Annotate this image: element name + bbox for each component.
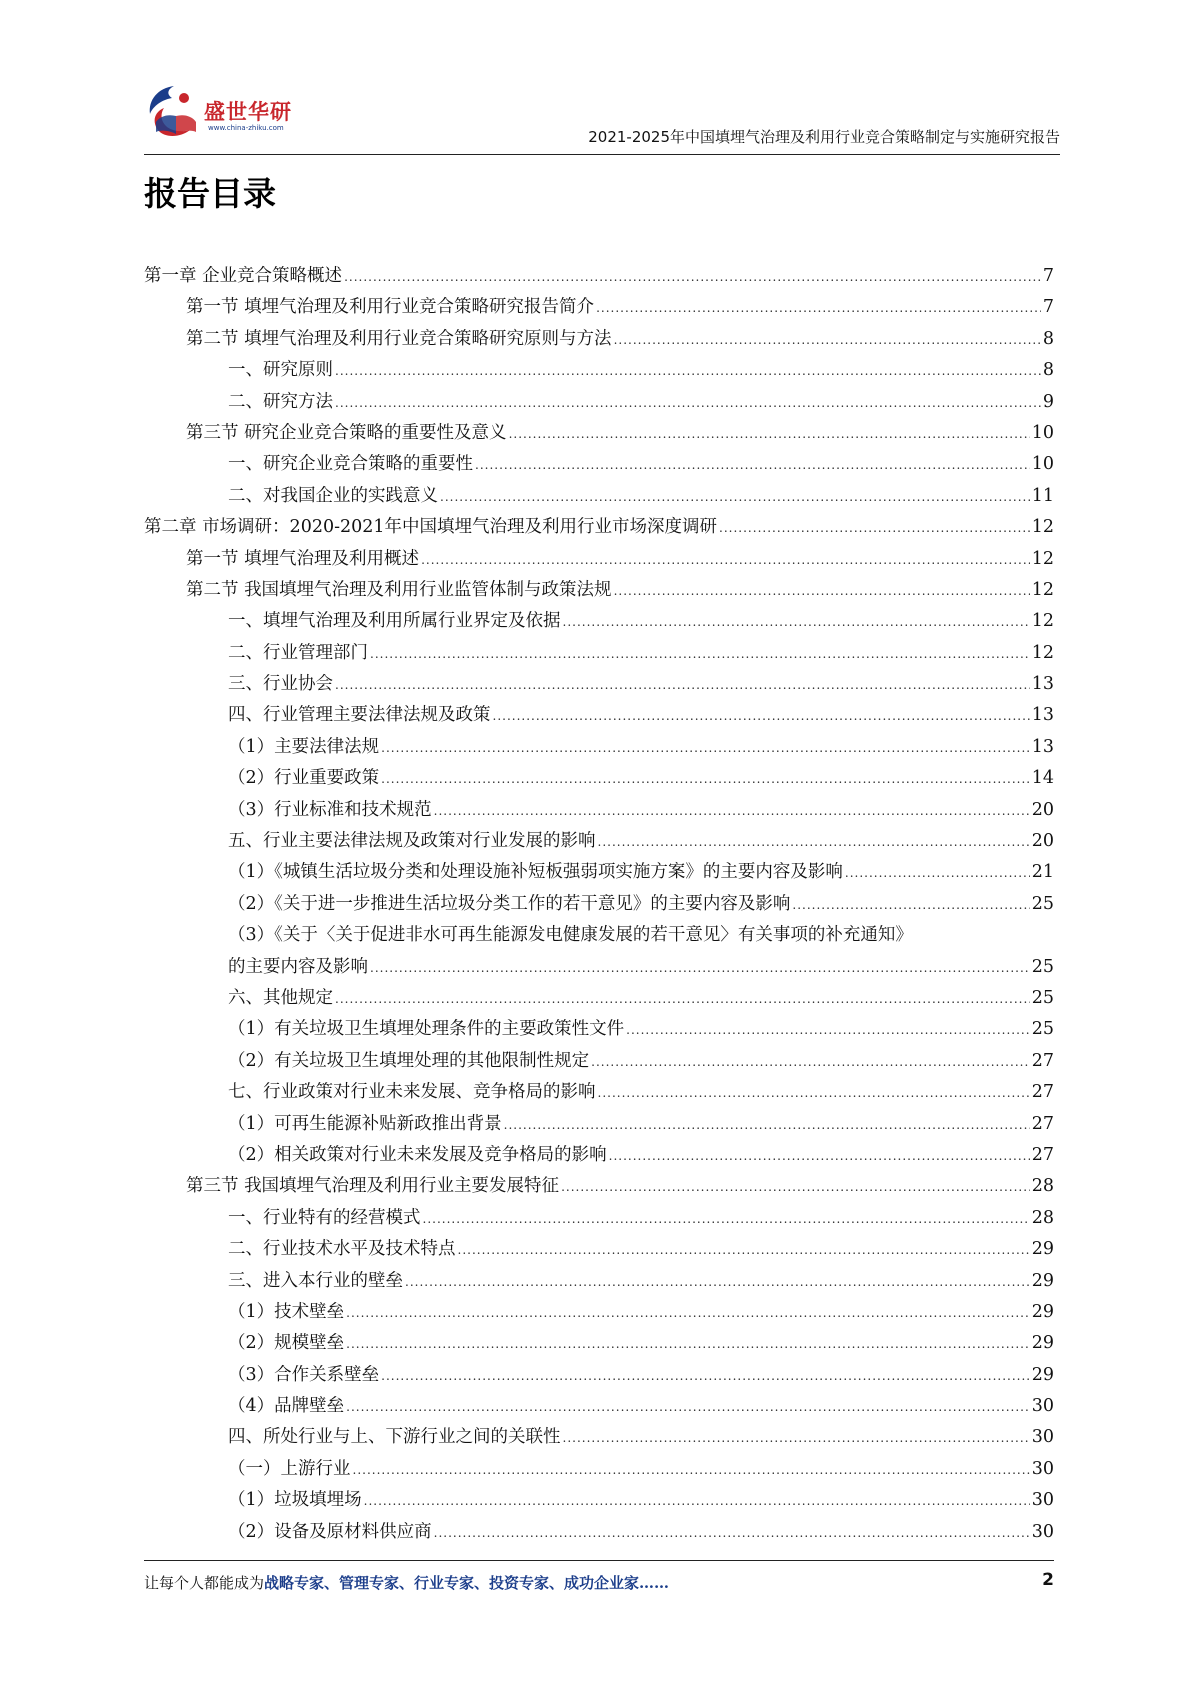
toc-leader-dots xyxy=(346,1333,1030,1353)
toc-entry[interactable] xyxy=(144,796,1054,827)
toc-entry-title: 三、行业协会 xyxy=(228,674,333,695)
footer-divider xyxy=(144,1560,1054,1561)
toc-entry[interactable] xyxy=(144,1172,1054,1203)
toc-entry-title: 第一节 填埋气治理及利用概述 xyxy=(186,548,420,569)
toc-leader-dots xyxy=(563,611,1030,631)
toc-entry[interactable] xyxy=(144,764,1054,795)
toc-leader-dots xyxy=(434,1522,1030,1542)
toc-entry[interactable] xyxy=(144,388,1054,419)
toc-entry-title: （2）行业重要政策 xyxy=(228,768,380,789)
toc-entry-title: 四、所处行业与上、下游行业之间的关联性 xyxy=(228,1427,561,1448)
toc-entry-title: 第二节 我国填埋气治理及利用行业监管体制与政策法规 xyxy=(186,579,612,600)
toc-leader-dots xyxy=(353,1459,1030,1479)
toc-entry-title: 五、行业主要法律法规及政策对行业发展的影响 xyxy=(228,831,596,852)
toc-leader-dots xyxy=(405,1271,1030,1291)
toc-entry-title: （2）规模壁垒 xyxy=(228,1333,345,1354)
toc-entry-page: 12 xyxy=(1031,548,1054,569)
footer-slogan-highlight: 战略专家、管理专家、行业专家、投资专家、成功企业家…… xyxy=(264,1574,670,1592)
toc-leader-dots xyxy=(598,831,1030,851)
toc-entry[interactable] xyxy=(144,1204,1054,1235)
toc-entry[interactable] xyxy=(144,1518,1054,1549)
toc-entry-page: 10 xyxy=(1031,422,1054,443)
toc-entry[interactable] xyxy=(144,1267,1054,1298)
logo-url: www.china-zhiku.com xyxy=(208,124,284,132)
toc-leader-dots xyxy=(344,266,1041,286)
toc-entry-title: （1）有关垃圾卫生填埋处理条件的主要政策性文件 xyxy=(228,1019,625,1040)
toc-entry[interactable] xyxy=(144,1486,1054,1517)
toc-entry-title: 一、填埋气治理及利用所属行业界定及依据 xyxy=(228,611,561,632)
toc-leader-dots xyxy=(792,894,1029,914)
toc-leader-dots xyxy=(335,392,1041,412)
toc-entry[interactable] xyxy=(144,482,1054,513)
toc-entry-title: （2）设备及原材料供应商 xyxy=(228,1521,432,1542)
toc-leader-dots xyxy=(364,1490,1030,1510)
toc-entry-page: 10 xyxy=(1031,454,1054,475)
toc-entry-page: 11 xyxy=(1031,485,1054,506)
toc-entry-title: （4）品牌壁垒 xyxy=(228,1396,345,1417)
toc-entry-title: 一、行业特有的经营模式 xyxy=(228,1207,421,1228)
toc-entry-page: 13 xyxy=(1031,674,1054,695)
toc-leader-dots xyxy=(504,1114,1030,1134)
toc-leader-dots xyxy=(335,360,1041,380)
toc-entry-title: （1）主要法律法规 xyxy=(228,736,380,757)
toc-entry-title: （1）可再生能源补贴新政推出背景 xyxy=(228,1113,502,1134)
toc-entry[interactable] xyxy=(144,1392,1054,1423)
toc-entry-title: 三、进入本行业的壁垒 xyxy=(228,1270,403,1291)
toc-entry-title: （3）《关于〈关于促进非水可再生能源发电健康发展的若干意见〉有关事项的补充通知》 xyxy=(228,925,913,946)
toc-entry-title: 二、对我国企业的实践意义 xyxy=(228,485,438,506)
toc-entry-title: （2）有关垃圾卫生填埋处理的其他限制性规定 xyxy=(228,1050,590,1071)
toc-leader-dots xyxy=(381,737,1030,757)
toc-entry[interactable] xyxy=(144,984,1054,1015)
toc-entry-title: 第二节 填埋气治理及利用行业竞合策略研究原则与方法 xyxy=(186,328,612,349)
toc-entry-page: 8 xyxy=(1042,360,1054,381)
toc-entry-page: 12 xyxy=(1031,642,1054,663)
toc-entry[interactable] xyxy=(144,1361,1054,1392)
toc-entry-title: 第一章 企业竞合策略概述 xyxy=(144,266,343,286)
toc-entry-page: 21 xyxy=(1031,862,1054,883)
logo-text: 盛世华研 xyxy=(204,100,292,124)
toc-entry-page: 30 xyxy=(1031,1427,1054,1448)
toc-entry-page: 12 xyxy=(1031,611,1054,632)
toc-entry-title: （1）技术壁垒 xyxy=(228,1301,345,1322)
toc-entry-title: 四、行业管理主要法律法规及政策 xyxy=(228,705,491,726)
toc-entry-title: 七、行业政策对行业未来发展、竞争格局的影响 xyxy=(228,1082,596,1103)
toc-entry[interactable] xyxy=(144,701,1054,732)
toc-entry[interactable] xyxy=(144,1235,1054,1266)
toc-entry[interactable] xyxy=(144,858,1054,889)
toc-leader-dots xyxy=(845,862,1030,882)
toc-entry-page: 27 xyxy=(1031,1082,1054,1103)
toc-entry-title: 的主要内容及影响 xyxy=(228,956,368,977)
toc-entry-title: 二、研究方法 xyxy=(228,391,333,412)
toc-leader-dots xyxy=(626,1019,1030,1039)
toc-entry-page: 7 xyxy=(1042,266,1054,286)
toc-leader-dots xyxy=(346,1396,1030,1416)
toc-leader-dots xyxy=(609,1145,1030,1165)
toc-leader-dots xyxy=(475,454,1030,474)
toc-entry-title: （3）行业标准和技术规范 xyxy=(228,799,432,820)
toc-entry[interactable] xyxy=(144,419,1054,450)
toc-entry[interactable] xyxy=(144,1329,1054,1360)
toc-leader-dots xyxy=(423,1208,1030,1228)
toc-entry-page: 25 xyxy=(1031,956,1054,977)
toc-entry-title: （一）上游行业 xyxy=(228,1458,351,1479)
toc-leader-dots xyxy=(335,674,1030,694)
page-header xyxy=(144,82,1060,158)
toc-leader-dots xyxy=(561,1176,1030,1196)
toc-entry[interactable] xyxy=(144,1423,1054,1454)
toc-entry-title: 第二章 市场调研：2020-2021年中国填埋气治理及利用行业市场深度调研 xyxy=(144,517,718,538)
toc-entry-title: （1）垃圾填埋场 xyxy=(228,1490,362,1511)
toc-entry-title: 六、其他规定 xyxy=(228,987,333,1008)
toc-entry[interactable] xyxy=(144,513,1054,544)
footer-slogan xyxy=(144,1572,669,1593)
toc-entry[interactable] xyxy=(144,733,1054,764)
toc-entry-page: 29 xyxy=(1031,1270,1054,1291)
toc-entry-page: 29 xyxy=(1031,1301,1054,1322)
toc-leader-dots xyxy=(381,768,1030,788)
toc-leader-dots xyxy=(440,486,1030,506)
toc-entry-page: 12 xyxy=(1031,579,1054,600)
toc-entry[interactable] xyxy=(144,1078,1054,1109)
toc-entry-page: 30 xyxy=(1031,1521,1054,1542)
toc-leader-dots xyxy=(370,643,1030,663)
toc-entry-page: 27 xyxy=(1031,1144,1054,1165)
toc-entry[interactable] xyxy=(144,890,1054,921)
toc-entry-page: 25 xyxy=(1031,1019,1054,1040)
toc-leader-dots xyxy=(591,1051,1030,1071)
toc-leader-dots xyxy=(509,423,1030,443)
page-title: 报告目录 xyxy=(144,174,276,213)
toc-entry-page: 29 xyxy=(1031,1333,1054,1354)
toc-entry-page: 30 xyxy=(1031,1490,1054,1511)
toc-entry-title: 二、行业管理部门 xyxy=(228,642,368,663)
toc-entry-page: 30 xyxy=(1031,1458,1054,1479)
toc-entry-page: 13 xyxy=(1031,705,1054,726)
toc-entry-page: 29 xyxy=(1031,1364,1054,1385)
toc-entry[interactable] xyxy=(144,953,1054,984)
toc-leader-dots xyxy=(614,580,1030,600)
toc-entry-page: 30 xyxy=(1031,1396,1054,1417)
toc-entry[interactable] xyxy=(144,356,1054,387)
toc-entry[interactable] xyxy=(144,576,1054,607)
toc-entry[interactable] xyxy=(144,670,1054,701)
toc-entry-page: 25 xyxy=(1031,987,1054,1008)
toc-leader-dots xyxy=(421,549,1030,569)
header-divider xyxy=(144,154,1060,155)
toc-entry-title: 第三节 研究企业竞合策略的重要性及意义 xyxy=(186,422,507,443)
toc-entry[interactable] xyxy=(144,1110,1054,1141)
toc-entry[interactable] xyxy=(144,545,1054,576)
toc-leader-dots xyxy=(719,517,1030,537)
toc-leader-dots xyxy=(346,1302,1030,1322)
toc-entry[interactable] xyxy=(144,325,1054,356)
toc-entry[interactable] xyxy=(144,1455,1054,1486)
toc-entry-title: 一、研究企业竞合策略的重要性 xyxy=(228,454,473,475)
toc-leader-dots xyxy=(614,329,1041,349)
page-number: 2 xyxy=(1042,1570,1054,1590)
toc-entry[interactable] xyxy=(144,827,1054,858)
toc-entry-page: 20 xyxy=(1031,799,1054,820)
toc-entry[interactable] xyxy=(144,262,1054,293)
toc-entry[interactable] xyxy=(144,293,1054,324)
table-of-contents xyxy=(144,262,1054,1549)
toc-leader-dots xyxy=(598,1082,1030,1102)
toc-entry-page: 9 xyxy=(1042,391,1054,412)
toc-entry-title: （2）相关政策对行业未来发展及竞争格局的影响 xyxy=(228,1144,607,1165)
toc-entry[interactable] xyxy=(144,1141,1054,1172)
toc-entry[interactable] xyxy=(144,1015,1054,1046)
toc-entry[interactable] xyxy=(144,1047,1054,1078)
toc-leader-dots xyxy=(493,705,1030,725)
toc-leader-dots xyxy=(458,1239,1030,1259)
toc-entry-title: （1）《城镇生活垃圾分类和处理设施补短板强弱项实施方案》的主要内容及影响 xyxy=(228,862,843,883)
toc-leader-dots xyxy=(381,1365,1030,1385)
toc-leader-dots xyxy=(434,800,1030,820)
toc-leader-dots xyxy=(370,957,1030,977)
toc-entry-title: 第一节 填埋气治理及利用行业竞合策略研究报告简介 xyxy=(186,297,595,318)
toc-entry[interactable] xyxy=(144,607,1054,638)
footer-slogan-prefix: 让每个人都能成为 xyxy=(144,1574,265,1592)
toc-entry-title: （3）合作关系壁垒 xyxy=(228,1364,380,1385)
document-title: 2021-2025年中国填埋气治理及利用行业竞合策略制定与实施研究报告 xyxy=(588,128,1060,146)
toc-entry-title: 第三节 我国填埋气治理及利用行业主要发展特征 xyxy=(186,1176,560,1197)
toc-entry-page: 13 xyxy=(1031,736,1054,757)
toc-leader-dots xyxy=(335,988,1030,1008)
toc-entry-page: 20 xyxy=(1031,831,1054,852)
toc-entry-page: 27 xyxy=(1031,1113,1054,1134)
toc-leader-dots xyxy=(596,297,1041,317)
toc-entry-page: 29 xyxy=(1031,1239,1054,1260)
toc-entry-page: 28 xyxy=(1031,1176,1054,1197)
toc-entry-title: 一、研究原则 xyxy=(228,360,333,381)
toc-entry-page: 12 xyxy=(1031,517,1054,538)
toc-entry-page: 28 xyxy=(1031,1207,1054,1228)
toc-entry[interactable] xyxy=(144,1298,1054,1329)
toc-entry-page: 25 xyxy=(1031,893,1054,914)
logo xyxy=(144,82,314,148)
toc-entry-page: 27 xyxy=(1031,1050,1054,1071)
toc-entry-page: 14 xyxy=(1031,768,1054,789)
toc-leader-dots xyxy=(563,1427,1030,1447)
toc-entry[interactable] xyxy=(144,450,1054,481)
toc-entry-title: （2）《关于进一步推进生活垃圾分类工作的若干意见》的主要内容及影响 xyxy=(228,893,791,914)
toc-entry-page: 7 xyxy=(1042,297,1054,318)
toc-entry[interactable] xyxy=(144,921,1054,952)
toc-entry-title: 二、行业技术水平及技术特点 xyxy=(228,1239,456,1260)
toc-entry-page: 8 xyxy=(1042,328,1054,349)
toc-entry[interactable] xyxy=(144,639,1054,670)
logo-mark-icon xyxy=(144,82,204,144)
